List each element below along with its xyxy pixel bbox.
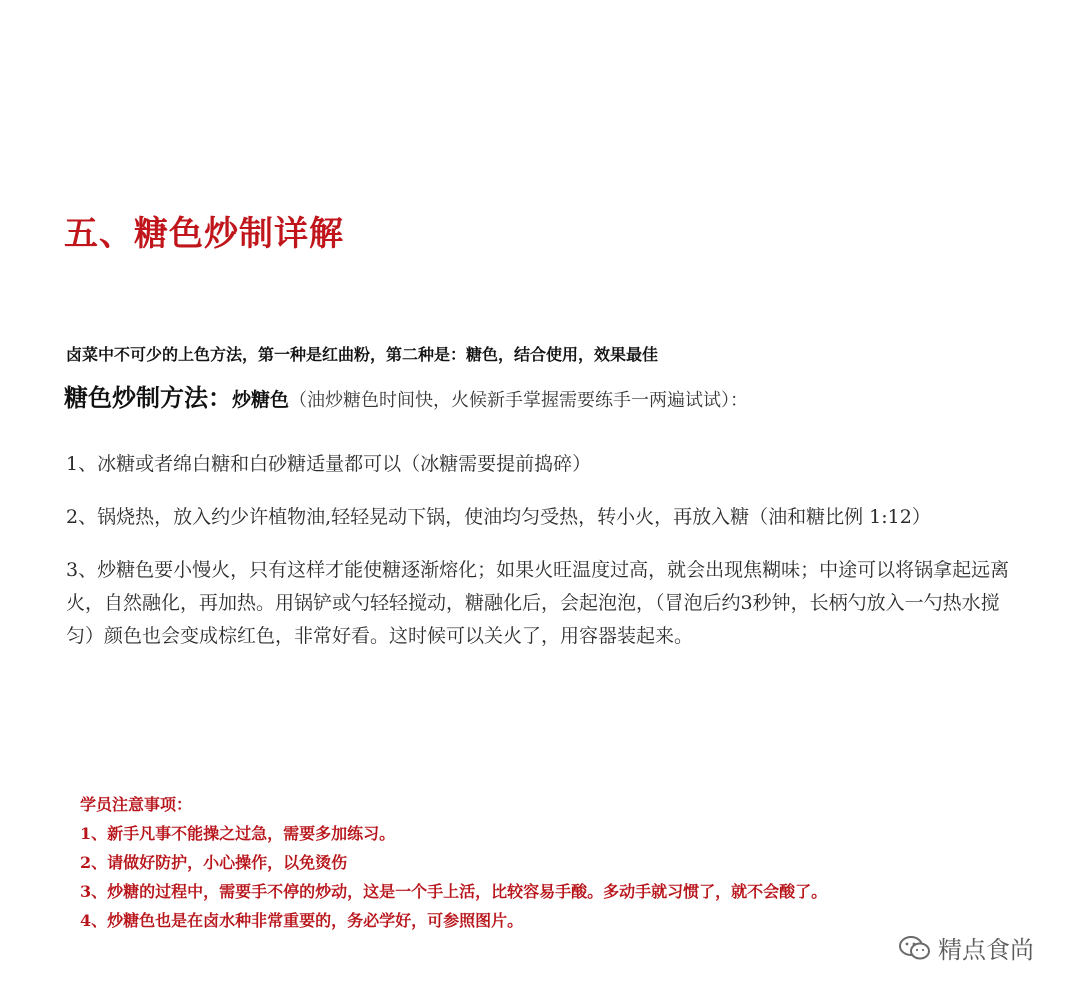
wechat-icon — [898, 934, 932, 962]
method-note: （油炒糖色时间快，火候新手掌握需要练手一两遍试试）： — [289, 390, 749, 411]
steps-list — [66, 448, 1026, 673]
student-notes — [80, 790, 827, 935]
notes-heading: 学员注意事项： — [80, 795, 193, 814]
step-item: 1、冰糖或者绵白糖和白砂糖适量都可以（冰糖需要提前捣碎） — [66, 453, 592, 475]
intro-text: 卤菜中不可少的上色方法，第一种是红曲粉，第二种是：糖色，结合使用，效果最佳 — [66, 345, 659, 364]
method-line — [64, 378, 748, 413]
method-name: 炒糖色 — [232, 389, 290, 411]
watermark — [898, 930, 1034, 965]
step-item: 3、炒糖色要小慢火，只有这样才能使糖逐渐熔化；如果火旺温度过高，就会出现焦糊味；中途可以将锅拿起远离火，自然融化，再加热。用锅铲或勺轻轻搅动，糖融化后，会起泡泡，（冒泡后约3秒钟，长柄勺放入一勺热水搅匀）颜色也会变成棕红色，非常好看。这时候可以关火了，用容器装起来。 — [66, 559, 1010, 647]
note-item: 1、新手凡事不能操之过急，需要多加练习。 — [80, 824, 396, 843]
method-label: 糖色炒制方法： — [64, 384, 232, 412]
step-item: 2、锅烧热，放入约少许植物油,轻轻晃动下锅，使油均匀受热，转小火，再放入糖（油和糖比例 1:12） — [66, 506, 931, 528]
watermark-text: 精点食尚 — [938, 936, 1034, 964]
note-item: 2、请做好防护，小心操作，以免烫伤 — [80, 853, 348, 872]
note-item: 4、炒糖色也是在卤水种非常重要的，务必学好，可参照图片。 — [80, 911, 524, 930]
page-title: 五、糖色炒制详解 — [64, 214, 344, 254]
note-item: 3、炒糖的过程中，需要手不停的炒动，这是一个手上活，比较容易手酸。多动手就习惯了，就不会酸了。 — [80, 882, 828, 901]
